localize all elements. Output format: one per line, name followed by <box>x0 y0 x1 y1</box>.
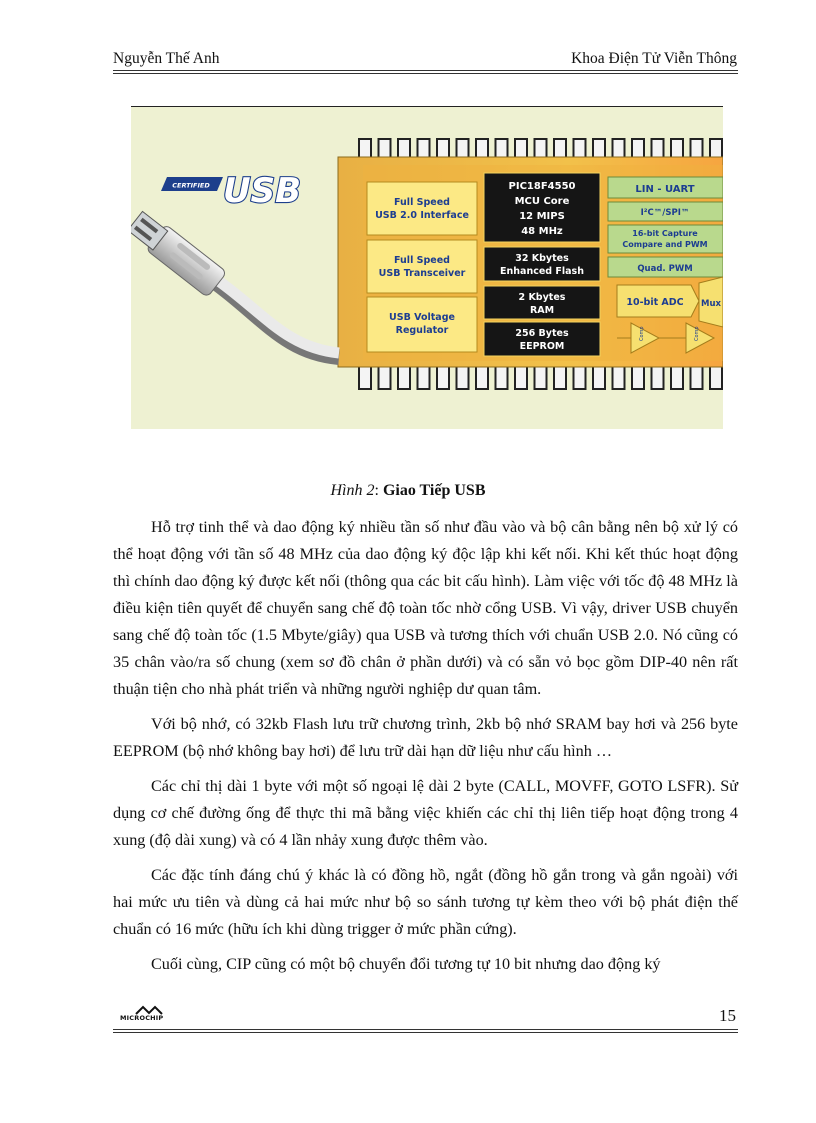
chip-pin <box>515 139 527 159</box>
chip-pin <box>593 139 605 159</box>
center-block-flash <box>484 247 600 281</box>
chip-pin <box>457 139 469 159</box>
center-block-ram <box>484 286 600 319</box>
paragraph: Với bộ nhớ, có 32kb Flash lưu trữ chương trình, 2kb bộ nhớ SRAM bay hơi và 256 byte EEPROM (bộ nhớ không bay hơi) để lưu trữ dài hạn dữ liệu như cấu hình … <box>113 715 738 760</box>
chip-pin <box>691 365 703 389</box>
figure-caption <box>0 482 816 500</box>
chip-pin <box>515 365 527 389</box>
chip-pin <box>710 139 722 159</box>
left-block-2 <box>367 240 477 293</box>
microchip-logo-text: MICROCHIP <box>120 1014 164 1022</box>
left-block-1 <box>367 182 477 235</box>
chip-pin <box>632 365 644 389</box>
microchip-logo <box>120 1005 180 1025</box>
chip-pin <box>671 139 683 159</box>
chip-pin <box>574 139 586 159</box>
chip-pin <box>398 365 410 389</box>
adc-block <box>617 285 699 317</box>
right-block-lin-uart <box>608 177 723 198</box>
svg-text:Comp: Comp <box>694 326 700 341</box>
paragraph: Các chỉ thị dài 1 byte với một số ngoại lệ dài 2 byte (CALL, MOVFF, GOTO LSFR). Sử dụng cơ chế đường ống để thực thi mã bằng việc khiến các chỉ thị liên tiếp hoạt động trong 4 xung (độ dài xung) và có 4 lần nhảy xung được thêm vào. <box>113 777 738 849</box>
svg-text:USB Voltage: USB Voltage <box>389 312 455 323</box>
left-block-3 <box>367 297 477 352</box>
chip-pin <box>476 365 488 389</box>
chip-pin <box>359 139 371 159</box>
svg-text:256 Bytes: 256 Bytes <box>515 328 569 339</box>
right-block-quad-pwm <box>608 257 723 277</box>
svg-text:16-bit Capture: 16-bit Capture <box>632 229 698 238</box>
svg-text:PIC18F4550: PIC18F4550 <box>508 181 576 192</box>
chip-pin <box>418 139 430 159</box>
header-department: Khoa Điện Tử Viễn Thông <box>571 50 737 67</box>
chip-pin <box>554 139 566 159</box>
svg-text:MCU Core: MCU Core <box>514 196 570 207</box>
svg-text:LIN - UART: LIN - UART <box>635 184 695 195</box>
usb-cable <box>201 269 339 353</box>
usb-certified-badge <box>161 171 301 211</box>
usb-plug <box>131 208 227 297</box>
chip-pin <box>632 139 644 159</box>
chip-pin <box>437 139 449 159</box>
svg-text:2 Kbytes: 2 Kbytes <box>518 292 566 303</box>
svg-text:32 Kbytes: 32 Kbytes <box>515 253 569 264</box>
chip-pin <box>671 365 683 389</box>
chip-pin <box>398 139 410 159</box>
caption-separator: : <box>374 482 383 499</box>
svg-text:Full Speed: Full Speed <box>394 255 450 266</box>
chip-pins-bottom <box>359 365 722 389</box>
paragraph: Các đặc tính đáng chú ý khác là có đồng hồ, ngắt (đồng hồ gắn trong và gắn ngoài) với hai mức ưu tiên và dùng cả hai mức như bộ so sánh tương tự kèm theo với bộ phát điện thế chuẩn có 16 mức (hữu ích khi dùng trigger ở mức phần cứng). <box>113 866 738 938</box>
svg-text:48 MHz: 48 MHz <box>521 226 563 237</box>
svg-text:Comp: Comp <box>639 326 645 341</box>
chip-pin <box>554 365 566 389</box>
svg-text:USB 2.0 Interface: USB 2.0 Interface <box>375 210 469 221</box>
svg-text:I²C™/SPI™: I²C™/SPI™ <box>640 208 690 218</box>
chip-pin <box>613 365 625 389</box>
svg-text:Full Speed: Full Speed <box>394 197 450 208</box>
center-block-core <box>484 173 600 242</box>
caption-title: Giao Tiếp USB <box>382 482 486 499</box>
chip-pin <box>359 365 371 389</box>
svg-text:Regulator: Regulator <box>395 325 449 336</box>
usb-figure <box>131 106 723 429</box>
chip-pin <box>496 139 508 159</box>
chip-pin <box>613 139 625 159</box>
badge-certified-text: CERTIFIED <box>172 181 210 190</box>
chip-pin <box>476 139 488 159</box>
svg-text:USB Transceiver: USB Transceiver <box>378 268 466 279</box>
chip-pin <box>496 365 508 389</box>
chip-pin <box>437 365 449 389</box>
chip-pin <box>535 365 547 389</box>
page-number: 15 <box>719 1006 736 1025</box>
svg-text:Compare and PWM: Compare and PWM <box>622 240 708 249</box>
chip-pin <box>710 365 722 389</box>
svg-text:10-bit ADC: 10-bit ADC <box>626 297 684 308</box>
badge-usb-text: USB <box>223 171 302 211</box>
right-block-i2c-spi <box>608 202 723 221</box>
chip-pin <box>535 139 547 159</box>
svg-text:12 MIPS: 12 MIPS <box>519 211 565 222</box>
chip-pin <box>574 365 586 389</box>
header-rule-secondary <box>113 73 738 74</box>
svg-text:Mux: Mux <box>701 299 721 309</box>
paragraph: Cuối cùng, CIP cũng có một bộ chuyển đổi tương tự 10 bit nhưng dao động ký <box>151 955 661 973</box>
header-rule <box>113 70 738 71</box>
svg-text:RAM: RAM <box>529 305 555 316</box>
center-block-eeprom <box>484 322 600 356</box>
footer-rule-secondary <box>113 1032 738 1033</box>
svg-text:Enhanced Flash: Enhanced Flash <box>500 266 584 277</box>
chip-pin <box>418 365 430 389</box>
usb-block-diagram <box>131 107 723 429</box>
svg-text:EEPROM: EEPROM <box>519 341 565 352</box>
mux-block <box>699 277 723 327</box>
svg-text:Quad. PWM: Quad. PWM <box>637 264 693 274</box>
chip-pin <box>457 365 469 389</box>
page-header <box>113 50 737 72</box>
chip-pin <box>652 139 664 159</box>
chip-pin <box>593 365 605 389</box>
footer-rule <box>113 1029 738 1030</box>
header-author: Nguyễn Thế Anh <box>113 50 220 67</box>
right-block-capture-pwm <box>608 225 723 253</box>
chip-pin <box>379 365 391 389</box>
chip-pin <box>652 365 664 389</box>
chip-pin <box>691 139 703 159</box>
paragraph: Hỗ trợ tinh thể và dao động ký nhiều tần số như đầu vào và bộ cân bằng nên bộ xử lý có thể hoạt động với tần số 48 MHz của dao động ký độc lập khi kết nối. Khi kết thúc hoạt động thì chính dao động ký được kết nối (thông qua các bit cấu hình). Làm việc với tốc độ 48 MHz là điều kiện tiên quyết để chuyển sang chế độ toàn tốc nhờ cổng USB. Vì vậy, driver USB chuyển sang chế độ toàn tốc (1.5 Mbyte/giây) qua USB và tương thích với chuẩn USB 2.0. Nó cũng có 35 chân vào/ra số chung (xem sơ đồ chân ở phần dưới) và có sẵn vỏ bọc gồm DIP-40 nên rất thuận tiện cho nhà phát triển và những người nghiệp dư quan tâm. <box>113 518 738 698</box>
chip-pin <box>379 139 391 159</box>
body-text <box>113 514 738 986</box>
chip-pins-top <box>359 139 722 159</box>
caption-label: Hình 2 <box>330 482 375 499</box>
